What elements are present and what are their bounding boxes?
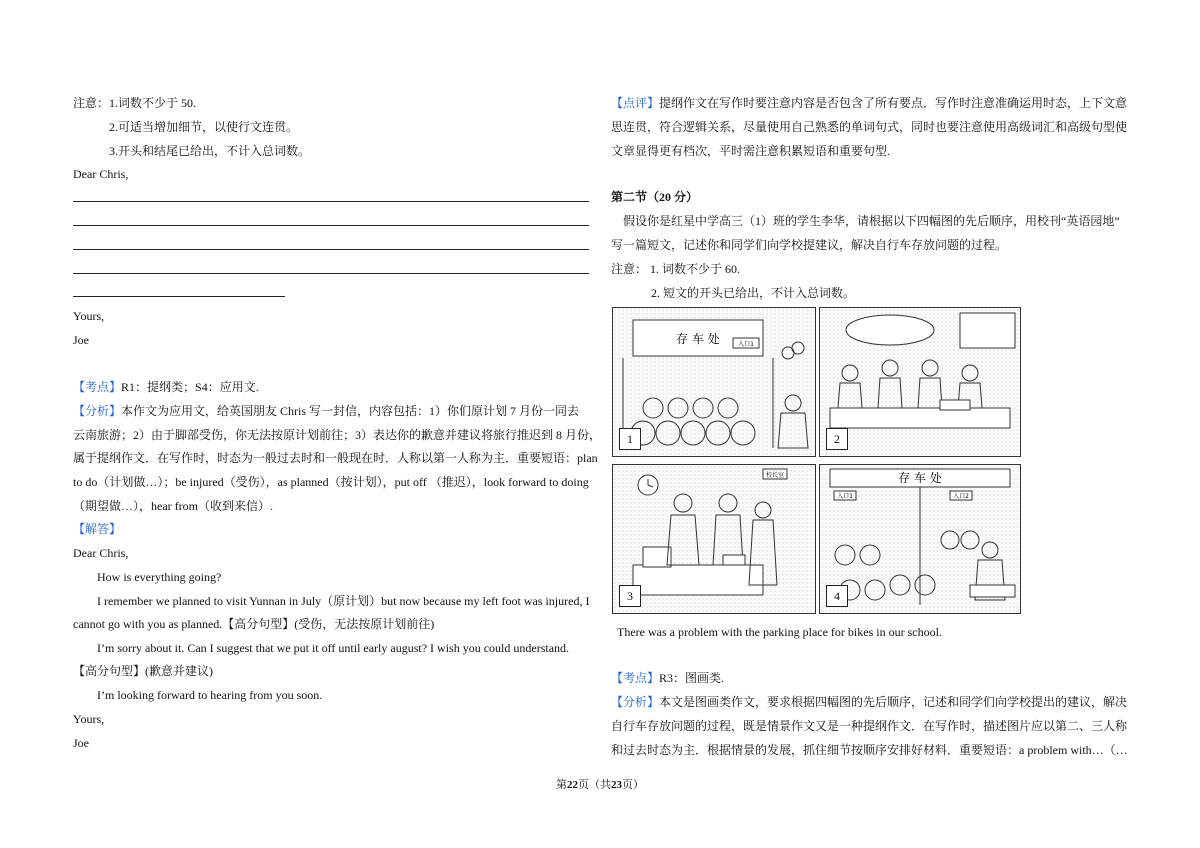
writing-line-4[interactable] <box>73 273 589 274</box>
jieda-line-2: I remember we planned to visit Yunnan in July（原计划）but now because my left foot was injured, I <box>97 594 590 608</box>
right-fenxi-tag: 【分析】 <box>611 695 660 709</box>
fenxi-line-4: to do（计划做…）；be injured（受伤），as planned（按计划），put off （推迟），look forward to doing <box>73 475 589 489</box>
panel-1-sign: 存 车 处 <box>676 332 720 346</box>
fenxi-tag: 【分析】 <box>73 404 122 418</box>
writing-line-5[interactable] <box>73 296 285 297</box>
picture-panel-3 <box>612 464 816 614</box>
right-kaodian-tag: 【考点】 <box>611 671 660 685</box>
fenxi-line-2: 云南旅游；2）由于脚部受伤，你无法按原计划前往；3）表达你的歉意并建议将旅行推迟到 8 月份， <box>73 428 602 442</box>
prompt-note-2: 2. 短文的开头已给出，不计入总词数。 <box>651 286 856 300</box>
headmaster-office-illustration <box>613 465 816 614</box>
page-footer: 第22页（共23页） <box>556 779 644 791</box>
parking-crowded-illustration <box>613 308 816 457</box>
parking-orderly-illustration <box>820 465 1021 614</box>
jieda-salutation: Dear Chris, <box>73 546 129 560</box>
writing-line-1[interactable] <box>73 201 589 202</box>
students-discussing-illustration <box>820 308 1021 457</box>
jieda-tag: 【解答】 <box>73 522 122 536</box>
dianping-tag: 【点评】 <box>611 96 660 110</box>
fenxi-line-3: 属于提纲作文．在写作时，时态为一般过去时和一般现在时．人称以第一人称为主．重要短语：plan <box>73 451 598 465</box>
page-number: 22 <box>567 779 578 791</box>
jieda-line-3: cannot go with you as planned.【高分句型】(受伤，无法按原计划前往) <box>73 617 435 631</box>
letter-salutation: Dear Chris, <box>73 167 129 181</box>
right-fenxi-line-2: 自行车存放问题的过程，既是情景作文又是一种提纲作文．在写作时，描述图片应以第二、三人称 <box>611 719 1128 733</box>
dianping-line-3: 文章显得更有档次，平时需注意积累短语和重要句型. <box>611 144 891 158</box>
jieda-closing: Yours, <box>73 712 105 726</box>
letter-signature: Joe <box>73 333 89 347</box>
page-total: 23 <box>611 779 622 791</box>
panel-2-number: 2 <box>826 428 848 450</box>
panel-1-number: 1 <box>619 428 641 450</box>
picture-panel-4 <box>819 464 1021 614</box>
writing-line-2[interactable] <box>73 225 589 226</box>
section-title: 第二节（20 分） <box>611 190 699 204</box>
prompt-note-1: 注意： 1. 词数不少于 60. <box>611 262 741 276</box>
kaodian-paragraph <box>73 379 259 395</box>
panel-4-number: 4 <box>826 585 848 607</box>
right-kaodian-text: R3：图画类. <box>659 671 725 685</box>
jieda-line-4: I’m sorry about it. Can I suggest that we put it off until early august? I wish you could understand. <box>97 641 570 655</box>
panel-4-sign: 存 车 处 <box>898 471 942 485</box>
note-1: 注意：1.词数不少于 50. <box>73 96 197 110</box>
prompt-line-1: 假设你是红星中学高三（1）班的学生李华，请根据以下四幅图的先后顺序，用校刊“英语园地” <box>623 214 1120 228</box>
kaodian-text: R1：提纲类；S4：应用文. <box>121 380 259 394</box>
jieda-signature: Joe <box>73 736 89 750</box>
right-fenxi-line-1: 【分析】本文是图画类作文，要求根据四幅图的先后顺序，记述和同学们向学校提出的建议，解决 <box>611 695 1128 709</box>
right-fenxi-line-3: 和过去时态为主．根据情景的发展，抓住细节按顺序安排好材料．重要短语：a problem with…（… <box>611 743 1128 757</box>
kaodian-tag: 【考点】 <box>73 380 122 394</box>
svg-text:入口1: 入口1 <box>837 493 853 500</box>
panel-3-plaque: 校长室 <box>765 472 785 479</box>
prompt-line-2: 写一篇短文，记述你和同学们向学校提建议，解决自行车存放问题的过程。 <box>611 238 1008 252</box>
panel-3-number: 3 <box>619 585 641 607</box>
fenxi-line-1: 【分析】本作文为应用文，给英国朋友 Chris 写一封信，内容包括：1）你们原计划 7 月份一同去 <box>73 404 580 418</box>
writing-line-3[interactable] <box>73 249 589 250</box>
picture-panel-2 <box>819 307 1021 457</box>
jieda-line-6: I’m looking forward to hearing from you soon. <box>97 688 323 702</box>
note-2: 2.可适当增加细节，以使行文连贯。 <box>109 120 299 134</box>
dianping-line-1: 【点评】提纲作文在写作时要注意内容是否包含了所有要点．写作时注意准确运用时态，上下文意 <box>611 96 1128 110</box>
jieda-line-5: 【高分句型】(歉意并建议) <box>73 664 213 678</box>
jieda-line-1: How is everything going? <box>97 570 222 584</box>
svg-text:入口2: 入口2 <box>953 493 969 500</box>
note-3: 3.开头和结尾已给出，不计入总词数。 <box>109 144 311 158</box>
letter-closing: Yours, <box>73 309 105 323</box>
picture-panel-1 <box>612 307 816 457</box>
svg-text:入口1: 入口1 <box>738 341 754 348</box>
right-kaodian-paragraph <box>611 670 724 686</box>
fenxi-line-5: （期望做…），hear from（收到来信）. <box>73 499 273 513</box>
dianping-line-2: 思连贯，符合逻辑关系，尽量使用自己熟悉的单词句式，同时也要注意使用高级词汇和高级句型使 <box>611 120 1128 134</box>
opening-sentence: There was a problem with the parking place for bikes in our school. <box>617 625 942 639</box>
